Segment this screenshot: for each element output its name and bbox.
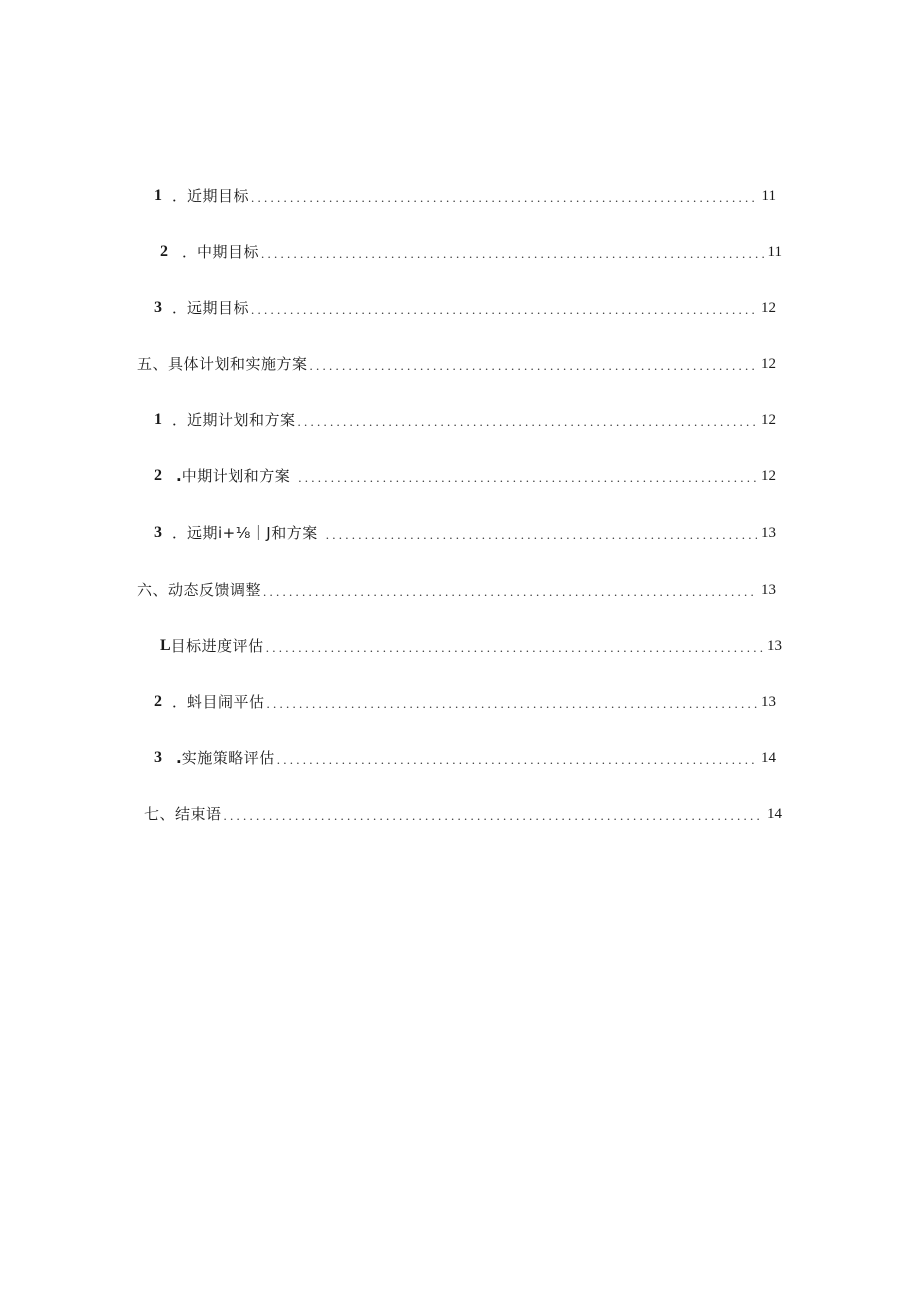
toc-entry-separator: ． [182,243,198,261]
toc-entry-title: 七、结束语 [144,805,222,823]
toc-entry-number: 2 [154,693,162,710]
toc-entry-separator: . [176,749,182,767]
toc-entry-near-term-goals[interactable] [154,185,776,207]
toc-leader-dots [266,639,763,657]
toc-page-number: 14 [767,806,782,822]
toc-section-five[interactable] [137,353,776,375]
toc-page-number: 12 [761,412,776,428]
toc-page-number: 13 [761,582,776,598]
toc-leader-dots [326,526,757,544]
toc-entry-separator: ． [172,524,188,542]
toc-entry-title: 六、动态反馈调整 [137,581,262,599]
toc-entry-number: L [160,637,171,654]
toc-page-number: 12 [761,300,776,316]
toc-leader-dots [224,807,763,825]
toc-section-six[interactable] [137,579,776,601]
toc-entry-strategy-evaluation[interactable] [154,747,776,769]
toc-leader-dots [267,695,757,713]
toc-entry-separator: ． [172,693,188,711]
toc-page-number: 14 [761,750,776,766]
toc-entry-number: 3 [154,299,162,316]
toc-entry-goal-progress[interactable] [160,635,782,657]
toc-entry-title: 五、具体计划和实施方案 [137,355,308,373]
toc-entry-long-term-plan[interactable] [154,522,776,544]
toc-leader-dots [261,245,764,263]
toc-entry-title: 远期i+⅛｜J和方案 [187,524,318,542]
toc-entry-number: 1 [154,411,162,428]
toc-entry-number: 2 [154,467,162,484]
toc-entry-evaluation[interactable] [154,691,776,713]
toc-entry-separator: . [176,467,182,485]
toc-entry-title: 实施策略评估 [181,749,275,767]
toc-entry-title: 中期目标 [197,243,260,261]
toc-entry-title: 目标进度评估 [170,637,264,655]
toc-entry-separator: ． [172,299,188,317]
toc-entry-long-term-goals[interactable] [154,297,776,319]
toc-page-number: 13 [761,694,776,710]
toc-leader-dots [251,189,758,207]
toc-page-number: 12 [761,356,776,372]
toc-leader-dots [263,583,757,601]
toc-leader-dots [310,357,757,375]
toc-page-number: 13 [761,525,776,541]
toc-entry-number: 3 [154,524,162,541]
toc-page-number: 11 [767,244,782,260]
toc-entry-number: 3 [154,749,162,766]
toc-leader-dots [277,751,757,769]
toc-entry-mid-term-plan[interactable] [154,465,776,487]
toc-section-seven[interactable] [144,803,782,825]
toc-entry-title: 中期计划和方案 [181,467,291,485]
toc-entry-title: 近期计划和方案 [187,411,296,429]
toc-entry-separator: ． [172,411,188,429]
toc-entry-number: 2 [160,243,168,260]
toc-entry-title: 近期目标 [187,187,250,205]
toc-page-number: 12 [761,468,776,484]
toc-entry-separator: ． [172,187,188,205]
toc-page-number: 13 [767,638,782,654]
toc-leader-dots [251,301,757,319]
toc-entry-title: 蚪目闹平估 [187,693,265,711]
toc-leader-dots [298,469,757,487]
toc-entry-mid-term-goals[interactable] [160,241,782,263]
toc-leader-dots [298,413,757,431]
toc-entry-title: 远期目标 [187,299,250,317]
toc-entry-number: 1 [154,187,162,204]
toc-entry-near-term-plan[interactable] [154,409,776,431]
toc-page-number: 11 [761,188,776,204]
